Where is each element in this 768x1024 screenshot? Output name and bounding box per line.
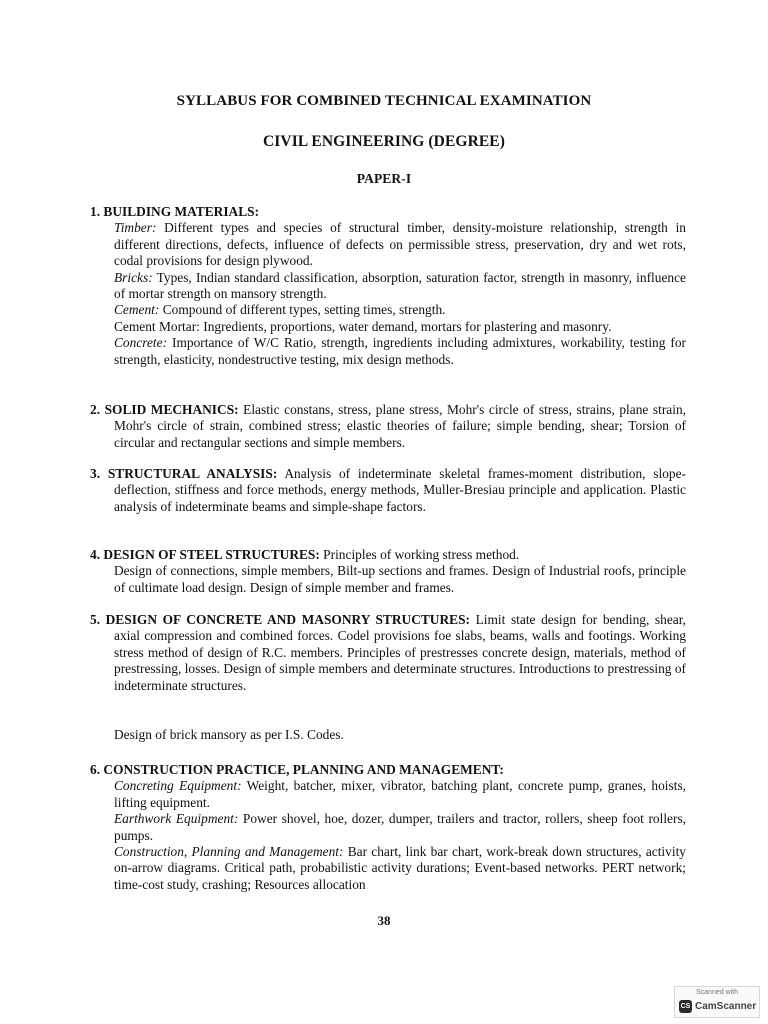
topic-label: Construction, Planning and Management: (114, 844, 344, 860)
paragraph-earthwork-equipment (114, 811, 686, 844)
section-text: Analysis of indeterminate skeletal frames-moment distribution, slope-deflection, stiffness and force methods, energy methods, Muller-Bresiau principle and application. Plastic analysis of indeterminate beams and simple-shape factors. (114, 466, 686, 514)
topic-label: Bricks: (114, 269, 153, 285)
document-subtitle: CIVIL ENGINEERING (DEGREE) (262, 133, 506, 150)
section-heading (90, 762, 686, 778)
topic-label: Timber: (114, 220, 157, 236)
section-structural-analysis (90, 466, 686, 515)
paragraph-cement (114, 302, 686, 318)
section-paragraph (90, 402, 686, 451)
topic-text: Different types and species of structural timber, density-moisture relationship, strength in different directions, defects, influence of defects on permissible stress, preservation, dry and wet rots, codal provisions for design plywood. (114, 220, 686, 269)
section-paragraph (90, 612, 686, 694)
section-text: Limit state design for bending, shear, axial compression and combined forces. Codel provisions foe slabs, beams, walls and footings. Working stress method of design of R.C. members. Principles of prestresses concrete design, materials, method of prestressing, losses. Design of simple members and determinate structures. Introductions to prestressing of indeterminate structures. (114, 612, 686, 693)
section-number: 5. (90, 612, 101, 627)
section-concrete-masonry (90, 612, 686, 694)
topic-text: Bar chart, link bar chart, work-break down structures, activity on-arrow diagrams. Critical path, probabilistic activity durations; Event-based networks. PERT network; time-cost study, crashing; Resources allocation (114, 844, 686, 892)
section-body (90, 220, 686, 368)
section-concrete-masonry-note (90, 727, 686, 743)
document-title: SYLLABUS FOR COMBINED TECHNICAL EXAMINATION (176, 93, 592, 109)
section-number: 4. (90, 547, 101, 562)
section-title: STRUCTURAL ANALYSIS: (107, 466, 278, 481)
topic-label: Concreting Equipment: (114, 778, 242, 794)
section-title: BUILDING MATERIALS: (103, 204, 260, 219)
scanner-watermark (674, 986, 760, 1018)
section-title: DESIGN OF CONCRETE AND MASONRY STRUCTURES: (105, 612, 470, 627)
section-body (90, 778, 686, 893)
topic-text: Weight, batcher, mixer, vibrator, batching plant, concrete pump, granes, hoists, lifting equipment. (114, 778, 687, 810)
paragraph-concrete (114, 335, 686, 368)
section-title: CONSTRUCTION PRACTICE, PLANNING AND MANAGEMENT: (103, 762, 504, 777)
watermark-brand (679, 1000, 756, 1013)
page-number: 38 (377, 913, 391, 928)
watermark-name: CamScanner (695, 1001, 757, 1012)
topic-label: Cement: (114, 302, 160, 318)
section-number: 6. (90, 762, 101, 777)
topic-text: Types, Indian standard classification, absorption, saturation factor, strength in masonry, influence of mortar strength on mansory strength. (114, 269, 686, 302)
section-number: 1. (90, 204, 101, 219)
section-number: 3. (90, 466, 101, 481)
paragraph-concreting-equipment (114, 778, 686, 811)
paper-label: PAPER-I (356, 171, 412, 186)
section-construction-practice (90, 762, 686, 893)
section-building-materials (90, 204, 686, 368)
topic-label: Concrete: (114, 335, 168, 351)
topic-text: Compound of different types, setting times, strength. (159, 302, 446, 318)
section-heading (90, 204, 686, 220)
topic-text: Importance of W/C Ratio, strength, ingredients including admixtures, workability, testing for strength, elasticity, nondestructive testing, mix design methods. (114, 335, 686, 367)
section-title: SOLID MECHANICS: (104, 402, 239, 417)
section-text: Elastic constans, stress, plane stress, Mohr's circle of stress, strains, plane strain, Mohr's circle of strain, combined stress; elastic theories of failure; simple bending, shear; Torsion of circular and rectangular sections and simple members. (114, 402, 686, 450)
watermark-caption: Scanned with (695, 989, 739, 996)
section-number: 2. (90, 402, 101, 417)
paragraph-timber (114, 220, 686, 269)
section-heading (90, 547, 686, 563)
topic-label: Earthwork Equipment: (114, 811, 239, 827)
section-text: Principles of working stress method. (319, 547, 520, 562)
section-paragraph (90, 466, 686, 515)
topic-text: Power shovel, hoe, dozer, dumper, trailers and tractor, rollers, sheep foot rollers, pumps. (114, 811, 687, 843)
section-title: DESIGN OF STEEL STRUCTURES: (103, 547, 320, 562)
paragraph-construction-planning (114, 844, 686, 893)
paragraph-mortar: Cement Mortar: Ingredients, proportions, water demand, mortars for plastering and masonry. (114, 318, 612, 334)
section-text-continued: Design of connections, simple members, Bilt-up sections and frames. Design of Industrial roofs, principle of cultimate load design. Design of simple member and frames. (114, 563, 686, 595)
section-text-continued: Design of brick mansory as per I.S. Codes. (114, 727, 344, 742)
camscanner-logo-icon: CS (679, 1000, 692, 1013)
section-body (90, 563, 686, 596)
section-body (90, 727, 686, 743)
section-solid-mechanics (90, 402, 686, 451)
paragraph-bricks (114, 270, 686, 303)
section-steel-structures (90, 547, 686, 596)
